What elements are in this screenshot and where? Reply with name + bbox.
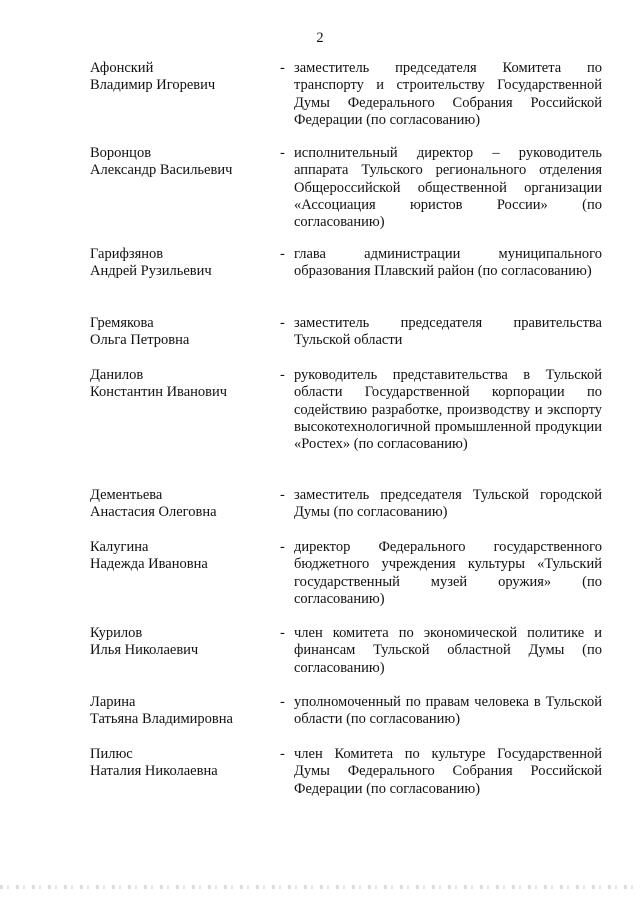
member-name xyxy=(90,746,270,781)
member-name xyxy=(90,694,270,729)
member-position: заместитель председателя правительства Тульской области xyxy=(294,315,602,349)
member-surname: Дементьева xyxy=(90,487,163,503)
member-given-names: Владимир Игоревич xyxy=(90,77,216,94)
member-position: директор Федерального государственного бюджетного учреждения культуры «Тульский государственный музей оружия» (по согласованию) xyxy=(294,539,602,607)
separator-dash: - xyxy=(280,315,285,331)
member-position: член Комитета по культуре Государственной Думы Федерального Собрания Российской Федерации (по согласованию) xyxy=(294,746,602,797)
member-surname: Афонский xyxy=(90,60,154,76)
member-surname: Калугина xyxy=(90,539,149,555)
member-name xyxy=(90,487,270,522)
member-given-names: Татьяна Владимировна xyxy=(90,711,233,728)
member-surname: Курилов xyxy=(90,625,143,641)
member-surname: Пилюс xyxy=(90,746,133,762)
member-position: заместитель председателя Тульской городской Думы (по согласованию) xyxy=(294,487,602,521)
member-surname: Воронцов xyxy=(90,145,152,161)
member-name xyxy=(90,539,270,574)
member-surname: Данилов xyxy=(90,367,144,383)
member-position: глава администрации муниципального образования Плавский район (по согласованию) xyxy=(294,246,602,280)
member-name xyxy=(90,625,270,660)
member-given-names: Анастасия Олеговна xyxy=(90,504,217,521)
scan-artifact-line xyxy=(0,885,640,889)
separator-dash: - xyxy=(280,487,285,503)
member-given-names: Надежда Ивановна xyxy=(90,556,208,573)
member-given-names: Наталия Николаевна xyxy=(90,763,218,780)
separator-dash: - xyxy=(280,746,285,762)
member-name xyxy=(90,315,270,350)
member-name xyxy=(90,60,270,95)
member-position: член комитета по экономической политике и финансам Тульской областной Думы (по согласованию) xyxy=(294,625,602,676)
page-number: 2 xyxy=(316,30,324,46)
separator-dash: - xyxy=(280,694,285,710)
member-position: заместитель председателя Комитета по транспорту и строительству Государственной Думы Федерального Собрания Российской Федерации (по согласованию) xyxy=(294,60,602,128)
member-given-names: Александр Васильевич xyxy=(90,162,233,179)
member-name xyxy=(90,246,270,281)
member-name xyxy=(90,367,270,402)
separator-dash: - xyxy=(280,246,285,262)
separator-dash: - xyxy=(280,367,285,383)
separator-dash: - xyxy=(280,145,285,161)
member-position: руководитель представительства в Тульской области Государственной корпорации по содействию разработке, производству и экспорту высокотехнологичной промышленной продукции «Ростех» (по согласованию) xyxy=(294,367,602,453)
member-position: исполнительный директор – руководитель аппарата Тульского регионального отделения Общероссийской общественной организации «Ассоциация юристов России» (по согласованию) xyxy=(294,145,602,231)
member-surname: Гарифзянов xyxy=(90,246,164,262)
separator-dash: - xyxy=(280,60,285,76)
member-given-names: Андрей Рузильевич xyxy=(90,263,212,280)
member-position: уполномоченный по правам человека в Тульской области (по согласованию) xyxy=(294,694,602,728)
member-given-names: Константин Иванович xyxy=(90,384,228,401)
member-given-names: Ольга Петровна xyxy=(90,332,190,349)
member-name xyxy=(90,145,270,180)
separator-dash: - xyxy=(280,625,285,641)
member-surname: Ларина xyxy=(90,694,136,710)
member-given-names: Илья Николаевич xyxy=(90,642,199,659)
separator-dash: - xyxy=(280,539,285,555)
member-surname: Гремякова xyxy=(90,315,154,331)
